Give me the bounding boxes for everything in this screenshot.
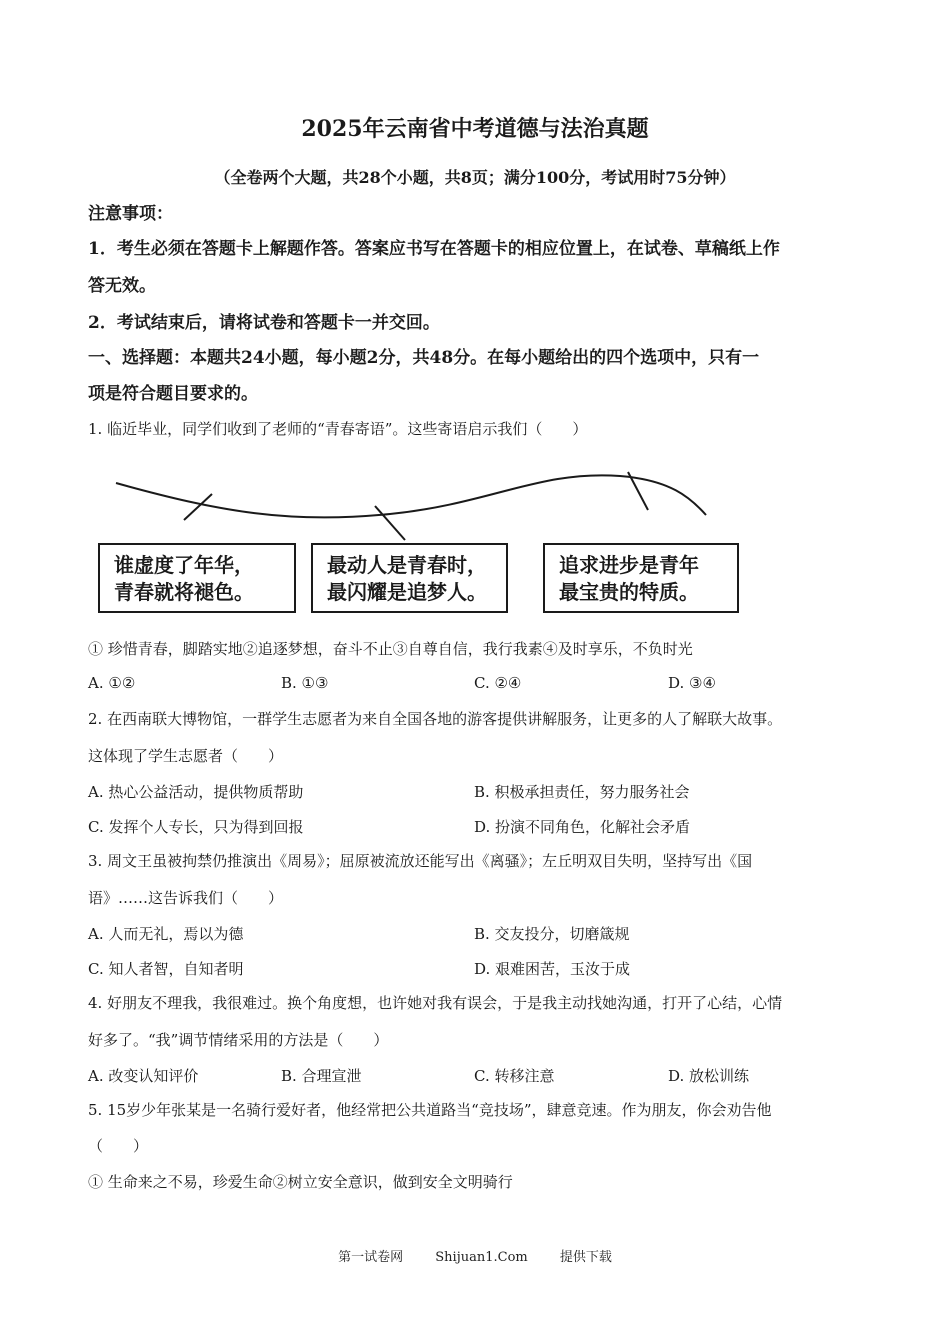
message-card-3-line-1: 追求进步是青年 bbox=[559, 553, 699, 577]
question-5-statements: ① 生命来之不易，珍爱生命②树立安全意识，做到安全文明骑行 bbox=[88, 1173, 513, 1191]
question-2-option-c[interactable]: C. 发挥个人专长，只为得到回报 bbox=[88, 818, 304, 836]
question-2-option-b[interactable]: B. 积极承担责任，努力服务社会 bbox=[474, 783, 690, 801]
question-1-statements: ① 珍惜青春，脚踏实地②追逐梦想，奋斗不止③自尊自信，我行我素④及时享乐，不负时光 bbox=[88, 640, 693, 658]
question-3-option-c[interactable]: C. 知人者智，自知者明 bbox=[88, 960, 244, 978]
youth-message-figure bbox=[90, 462, 750, 622]
question-3-line-2: 语》……这告诉我们（ ） bbox=[88, 889, 284, 907]
question-4-line-1: 4. 好朋友不理我，我很难过。换个角度想，也许她对我有误会，于是我主动找她沟通，打开了心结，心情 bbox=[88, 994, 783, 1012]
notice-item-1-line-2: 答无效。 bbox=[88, 276, 156, 296]
question-4-line-2: 好多了。“我”调节情绪采用的方法是（ ） bbox=[88, 1031, 389, 1049]
question-5-line-2: （ ） bbox=[88, 1137, 149, 1155]
question-2-line-2: 这体现了学生志愿者（ ） bbox=[88, 747, 284, 765]
notice-item-1-line-1: 1．考生必须在答题卡上解题作答。答案应书写在答题卡的相应位置上，在试卷、草稿纸上作 bbox=[88, 239, 780, 259]
question-1-option-c[interactable]: C. ②④ bbox=[474, 674, 522, 692]
message-card-2-line-1: 最动人是青春时， bbox=[327, 553, 487, 577]
question-3-option-d[interactable]: D. 艰难困苦，玉汝于成 bbox=[474, 960, 631, 978]
question-1-option-b[interactable]: B. ①③ bbox=[281, 674, 329, 692]
notice-item-2: 2．考试结束后，请将试卷和答题卡一并交回。 bbox=[88, 313, 440, 333]
message-card-2 bbox=[311, 543, 508, 613]
footer-note: 提供下载 bbox=[559, 1250, 612, 1265]
message-card-1 bbox=[98, 543, 296, 613]
question-2-option-a[interactable]: A. 热心公益活动，提供物质帮助 bbox=[88, 783, 304, 801]
question-1-stem: 1. 临近毕业，同学们收到了老师的“青春寄语”。这些寄语启示我们（ ） bbox=[88, 420, 588, 438]
notice-heading: 注意事项： bbox=[88, 204, 173, 224]
question-2-option-d[interactable]: D. 扮演不同角色，化解社会矛盾 bbox=[474, 818, 691, 836]
message-card-2-line-2: 最闪耀是追梦人。 bbox=[327, 580, 487, 604]
message-card-3-line-2: 最宝贵的特质。 bbox=[559, 580, 699, 604]
section-1-line-1: 一、选择题：本题共24小题，每小题2分，共48分。在每小题给出的四个选项中，只有一 bbox=[88, 348, 760, 368]
message-card-3 bbox=[543, 543, 739, 613]
question-1-option-d[interactable]: D. ③④ bbox=[668, 674, 716, 692]
page-title: 2025年云南省中考道德与法治真题 bbox=[301, 116, 649, 142]
message-card-1-line-2: 青春就将褪色。 bbox=[114, 580, 254, 604]
page-subtitle: （全卷两个大题，共28个小题，共8页；满分100分，考试用时75分钟） bbox=[214, 168, 736, 187]
section-1-line-2: 项是符合题目要求的。 bbox=[88, 384, 258, 404]
message-card-1-line-1: 谁虚度了年华， bbox=[114, 553, 254, 577]
question-4-option-d[interactable]: D. 放松训练 bbox=[668, 1067, 750, 1085]
question-4-option-a[interactable]: A. 改变认知评价 bbox=[88, 1067, 199, 1085]
question-3-line-1: 3. 周文王虽被拘禁仍推演出《周易》；屈原被流放还能写出《离骚》；左丘明双目失明，坚持写出《国 bbox=[88, 852, 753, 870]
footer-site-name: 第一试卷网 bbox=[338, 1250, 404, 1265]
question-4-option-b[interactable]: B. 合理宣泄 bbox=[281, 1067, 362, 1085]
question-2-line-1: 2. 在西南联大博物馆，一群学生志愿者为来自全国各地的游客提供讲解服务，让更多的人了解联大故事。 bbox=[88, 710, 783, 728]
question-4-option-c[interactable]: C. 转移注意 bbox=[474, 1067, 555, 1085]
wavy-ribbon-illustration bbox=[90, 462, 750, 542]
question-1-option-a[interactable]: A. ①② bbox=[88, 674, 136, 692]
question-3-option-b[interactable]: B. 交友投分，切磨箴规 bbox=[474, 925, 630, 943]
question-3-option-a[interactable]: A. 人而无礼，焉以为德 bbox=[88, 925, 244, 943]
page-footer bbox=[0, 1246, 950, 1265]
footer-domain: Shijuan1.Com bbox=[435, 1250, 528, 1265]
question-5-line-1: 5. 15岁少年张某是一名骑行爱好者，他经常把公共道路当“竞技场”，肆意竞速。作为朋友，你会劝告他 bbox=[88, 1101, 772, 1119]
